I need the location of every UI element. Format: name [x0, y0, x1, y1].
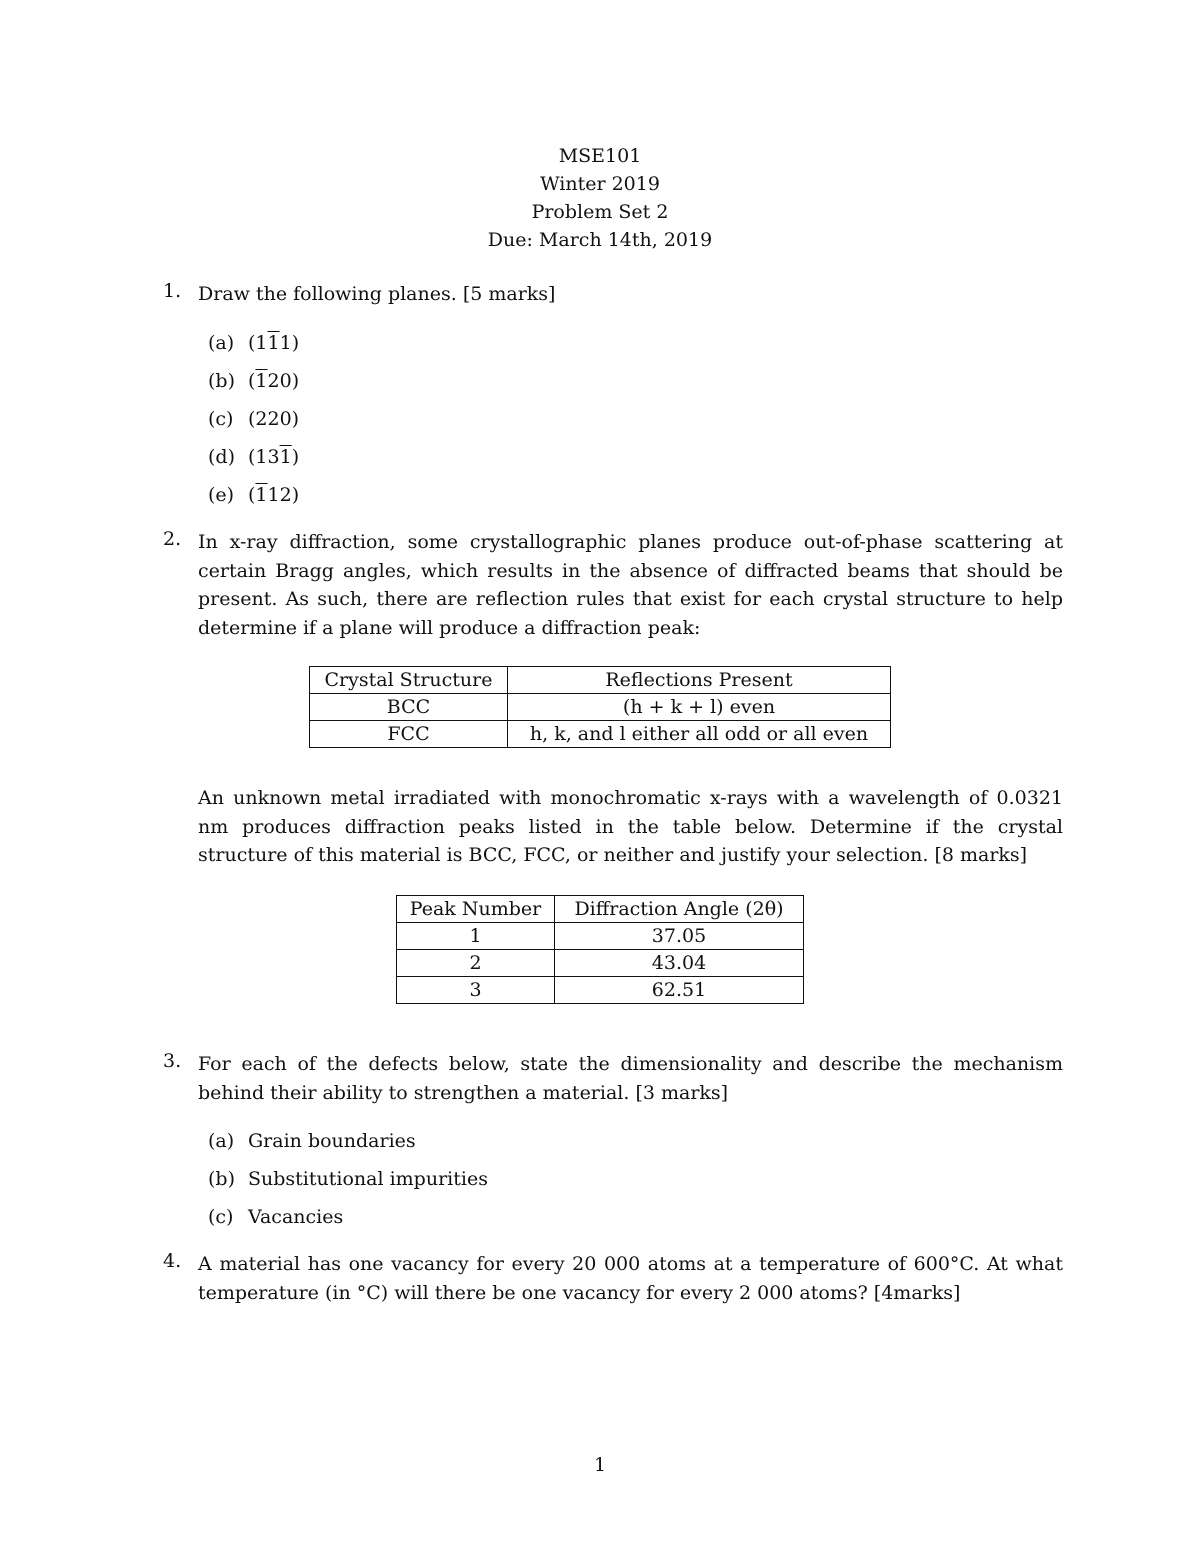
- defect-item-c: [208, 1202, 708, 1232]
- course-code: MSE101: [558, 145, 642, 167]
- miller-indices: (220): [248, 408, 300, 430]
- item-text: Substitutional impurities: [248, 1168, 488, 1190]
- table-row: [310, 694, 891, 721]
- table-cell: h, k, and l either all odd or all even: [508, 721, 891, 748]
- item-label: (a): [208, 332, 235, 354]
- item-label: (b): [208, 370, 235, 392]
- bar-index: 1: [255, 370, 268, 392]
- table-cell: (h + k + l) even: [508, 694, 891, 721]
- question-number: 4.: [163, 1250, 182, 1272]
- item-label: (b): [208, 1168, 235, 1190]
- item-label: (c): [208, 408, 234, 430]
- term: Winter 2019: [540, 173, 660, 195]
- due-date: Due: March 14th, 2019: [487, 229, 713, 251]
- question-text: A material has one vacancy for every 20 000 atoms at a temperature of 600°C. At what temperature (in °C) will there be one vacancy for every 2 000 atoms? [4marks]: [198, 1253, 1063, 1304]
- plane-item-a: [208, 328, 708, 358]
- table-header-row: [397, 896, 804, 923]
- question-text: An unknown metal irradiated with monochromatic x-rays with a wavelength of 0.0321 nm produces diffraction peaks listed in the table below. Determine if the crystal structure of this material is BCC, FCC, or neither and justify your selection. [8 marks]: [198, 787, 1063, 866]
- table-row: [310, 721, 891, 748]
- question-text: Draw the following planes. [5 marks]: [198, 283, 556, 305]
- item-label: (d): [208, 446, 235, 468]
- table-header-cell: Crystal Structure: [310, 667, 508, 694]
- table-row: [397, 923, 804, 950]
- table-cell: FCC: [310, 721, 508, 748]
- miller-indices: (131): [248, 446, 300, 468]
- plane-item-b: [208, 366, 708, 396]
- bar-index: 1: [255, 484, 268, 506]
- item-label: (c): [208, 1206, 234, 1228]
- question-intro: In x-ray diffraction, some crystallographic planes produce out-of-phase scattering at certain Bragg angles, which results in the absence of diffracted beams that should be present. As such, there are reflection rules that exist for each crystal structure to help determine if a plane will produce a diffraction peak:: [198, 531, 1063, 639]
- table-cell: 62.51: [555, 977, 804, 1004]
- bar-index: 1: [279, 446, 292, 468]
- diffraction-peaks-table: [396, 895, 804, 1004]
- question-text: For each of the defects below, state the dimensionality and describe the mechanism behind their ability to strengthen a material. [3 marks]: [198, 1053, 1063, 1104]
- document-header: [0, 142, 1200, 254]
- item-label: (a): [208, 1130, 235, 1152]
- table-row: [397, 977, 804, 1004]
- table-cell: BCC: [310, 694, 508, 721]
- table-header-row: [310, 667, 891, 694]
- table-cell: 2: [397, 950, 555, 977]
- miller-indices: (120): [248, 370, 300, 392]
- question-number: 1.: [163, 280, 182, 302]
- question-number: 3.: [163, 1050, 182, 1072]
- reflection-rules-table: [309, 666, 891, 748]
- item-text: Vacancies: [248, 1206, 344, 1228]
- defect-item-b: [208, 1164, 708, 1194]
- plane-item-d: [208, 442, 708, 472]
- plane-item-e: [208, 480, 708, 510]
- table-cell: 43.04: [555, 950, 804, 977]
- table-header-cell: Reflections Present: [508, 667, 891, 694]
- table-cell: 37.05: [555, 923, 804, 950]
- bar-index: 1: [267, 332, 280, 354]
- item-text: Grain boundaries: [248, 1130, 416, 1152]
- miller-indices: (112): [248, 484, 300, 506]
- table-header-cell: Diffraction Angle (2θ): [555, 896, 804, 923]
- question-number: 2.: [163, 528, 182, 550]
- table-header-cell: Peak Number: [397, 896, 555, 923]
- page-number: 1: [593, 1454, 607, 1476]
- item-label: (e): [208, 484, 235, 506]
- miller-indices: (111): [248, 332, 300, 354]
- plane-item-c: [208, 404, 708, 434]
- table-cell: 3: [397, 977, 555, 1004]
- table-row: [397, 950, 804, 977]
- defect-item-a: [208, 1126, 708, 1156]
- problem-set-title: Problem Set 2: [531, 201, 669, 223]
- table-cell: 1: [397, 923, 555, 950]
